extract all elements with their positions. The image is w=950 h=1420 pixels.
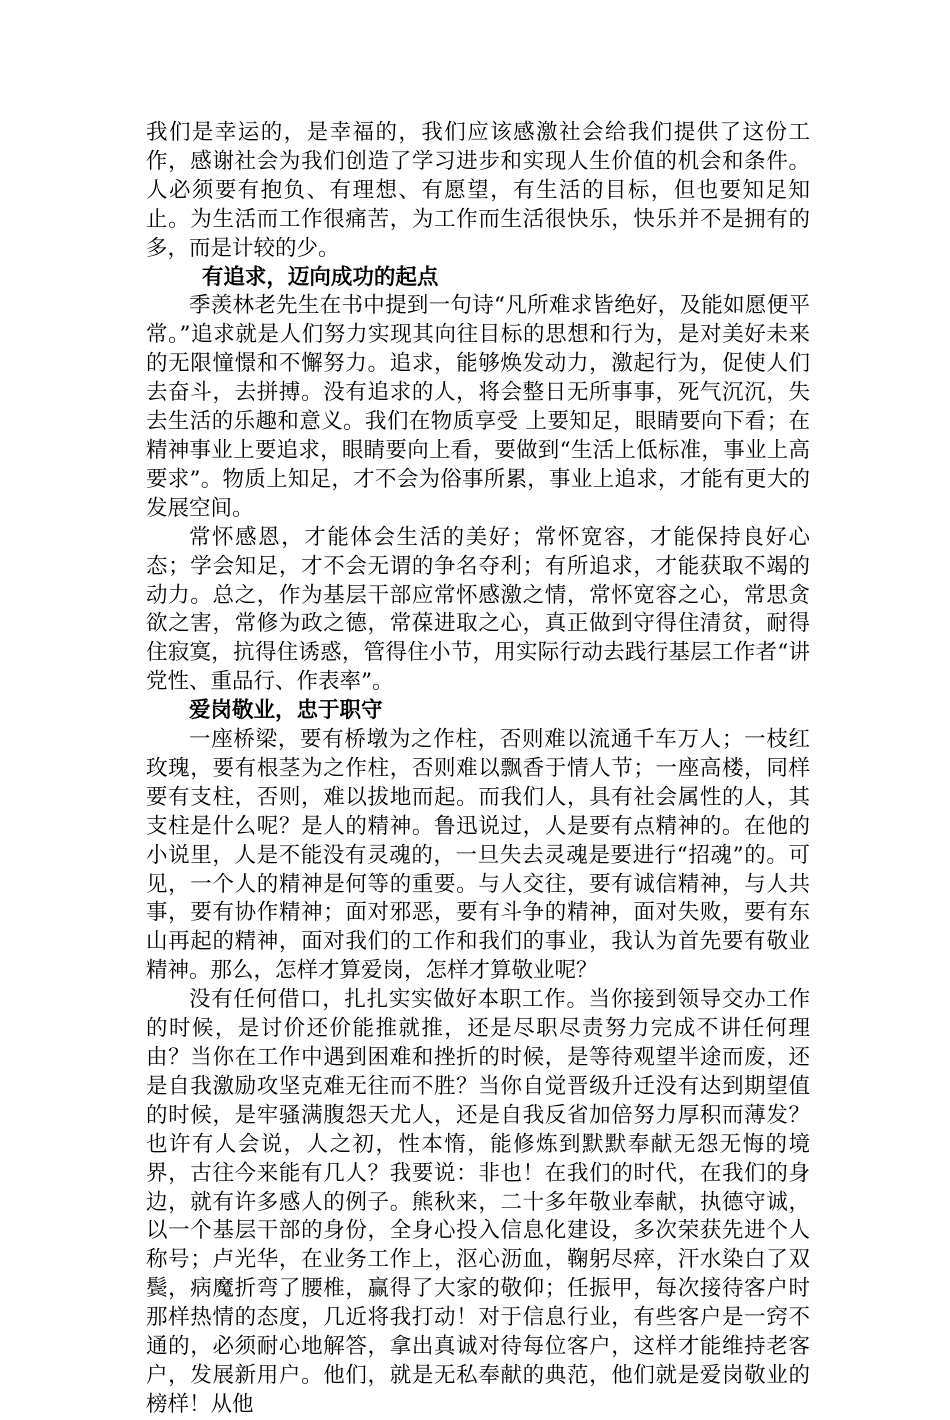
section-heading-pursuit: 有追求，迈向成功的起点 [201, 264, 439, 290]
paragraph-pursuit-1: 季羡林老先生在书中提到一句诗“凡所难求皆绝好，及能如愿便平常。”追求就是人们努力实现其向往目标的思想和行为，是对美好未来的无限憧憬和不懈努力。追求，能够焕发动力，激起行为，促使人们去奋斗，去拼搏。没有追求的人，将会整日无所事事，死气沉沉，失去生活的乐趣和意义。我们在物质享受 上要知足，眼睛要向下看；在精神事业上要追求，眼睛要向上看，要做到“生活上低标准，事业上高要求”。物质上知足，才不会为俗事所累，事业上追求，才能有更大的发展空间。 [146, 293, 810, 521]
paragraph-dedication-1: 一座桥梁，要有桥墩为之作柱，否则难以流通千车万人；一枝红玫瑰，要有根茎为之作柱，否则难以飘香于情人节；一座高楼，同样要有支柱，否则，难以拔地而起。而我们人，具有社会属性的人，其支柱是什么呢？是人的精神。鲁迅说过，人是要有点精神的。在他的小说里，人是不能没有灵魂的，一旦失去灵魂是要进行“招魂”的。可见，一个人的精神是何等的重要。与人交往，要有诚信精神，与人共事，要有协作精神；面对邪恶，要有斗争的精神，面对失败，要有东山再起的精神，面对我们的工作和我们的事业，我认为首先要有敬业精神。那么，怎样才算爱岗，怎样才算敬业呢？ [146, 727, 810, 984]
document-body [146, 119, 810, 1420]
intro-paragraph: 我们是幸运的，是幸福的，我们应该感激社会给我们提供了这份工作，感谢社会为我们创造了学习进步和实现人生价值的机会和条件。人必须要有抱负、有理想、有愿望，有生活的目标，但也要知足知止。为生活而工作很痛苦，为工作而生活很快乐，快乐并不是拥有的多，而是计较的少。 [146, 120, 810, 261]
section-heading-dedication: 爱岗敬业，忠于职守 [189, 698, 383, 724]
paragraph-dedication-2: 没有任何借口，扎扎实实做好本职工作。当你接到领导交办工作的时候，是讨价还价能推就推，还是尽职尽责努力完成不讲任何理由？当你在工作中遇到困难和挫折的时候，是等待观望半途而废，还是自我激励攻坚克难无往而不胜？当你自觉晋级升迁没有达到期望值的时候，是牢骚满腹怨天尤人，还是自我反省加倍努力厚积而薄发？也许有人会说，人之初，性本惰，能修炼到默默奉献无怨无悔的境界，古往今来能有几人？我要说：非也！在我们的时代，在我们的身边，就有许多感人的例子。熊秋来，二十多年敬业奉献，执德守诚，以一个基层干部的身份，全身心投入信息化建设，多次荣获先进个人称号；卢光华，在业务工作上，沤心沥血，鞠躬尽瘁，汗水染白了双鬓，病魔折弯了腰椎，赢得了大家的敬仰；任振甲，每次接待客户时那样热情的态度，几近将我打动！对于信息行业，有些客户是一窍不通的，必须耐心地解答，拿出真诚对待每位客户，这样才能维持老客户，发展新用户。他们，就是无私奉献的典范，他们就是爱岗敬业的榜样！从他 [146, 987, 810, 1417]
paragraph-pursuit-2: 常怀感恩，才能体会生活的美好；常怀宽容，才能保持良好心态；学会知足，才不会无谓的争名夺利；有所追求，才能获取不竭的动力。总之，作为基层干部应常怀感激之情，常怀宽容之心，常思贪欲之害，常修为政之德，常葆进取之心，真正做到守得住清贫，耐得住寂寞，抗得住诱惑，管得住小节，用实际行动去践行基层工作者“讲党性、重品行、作表率”。 [146, 524, 810, 695]
